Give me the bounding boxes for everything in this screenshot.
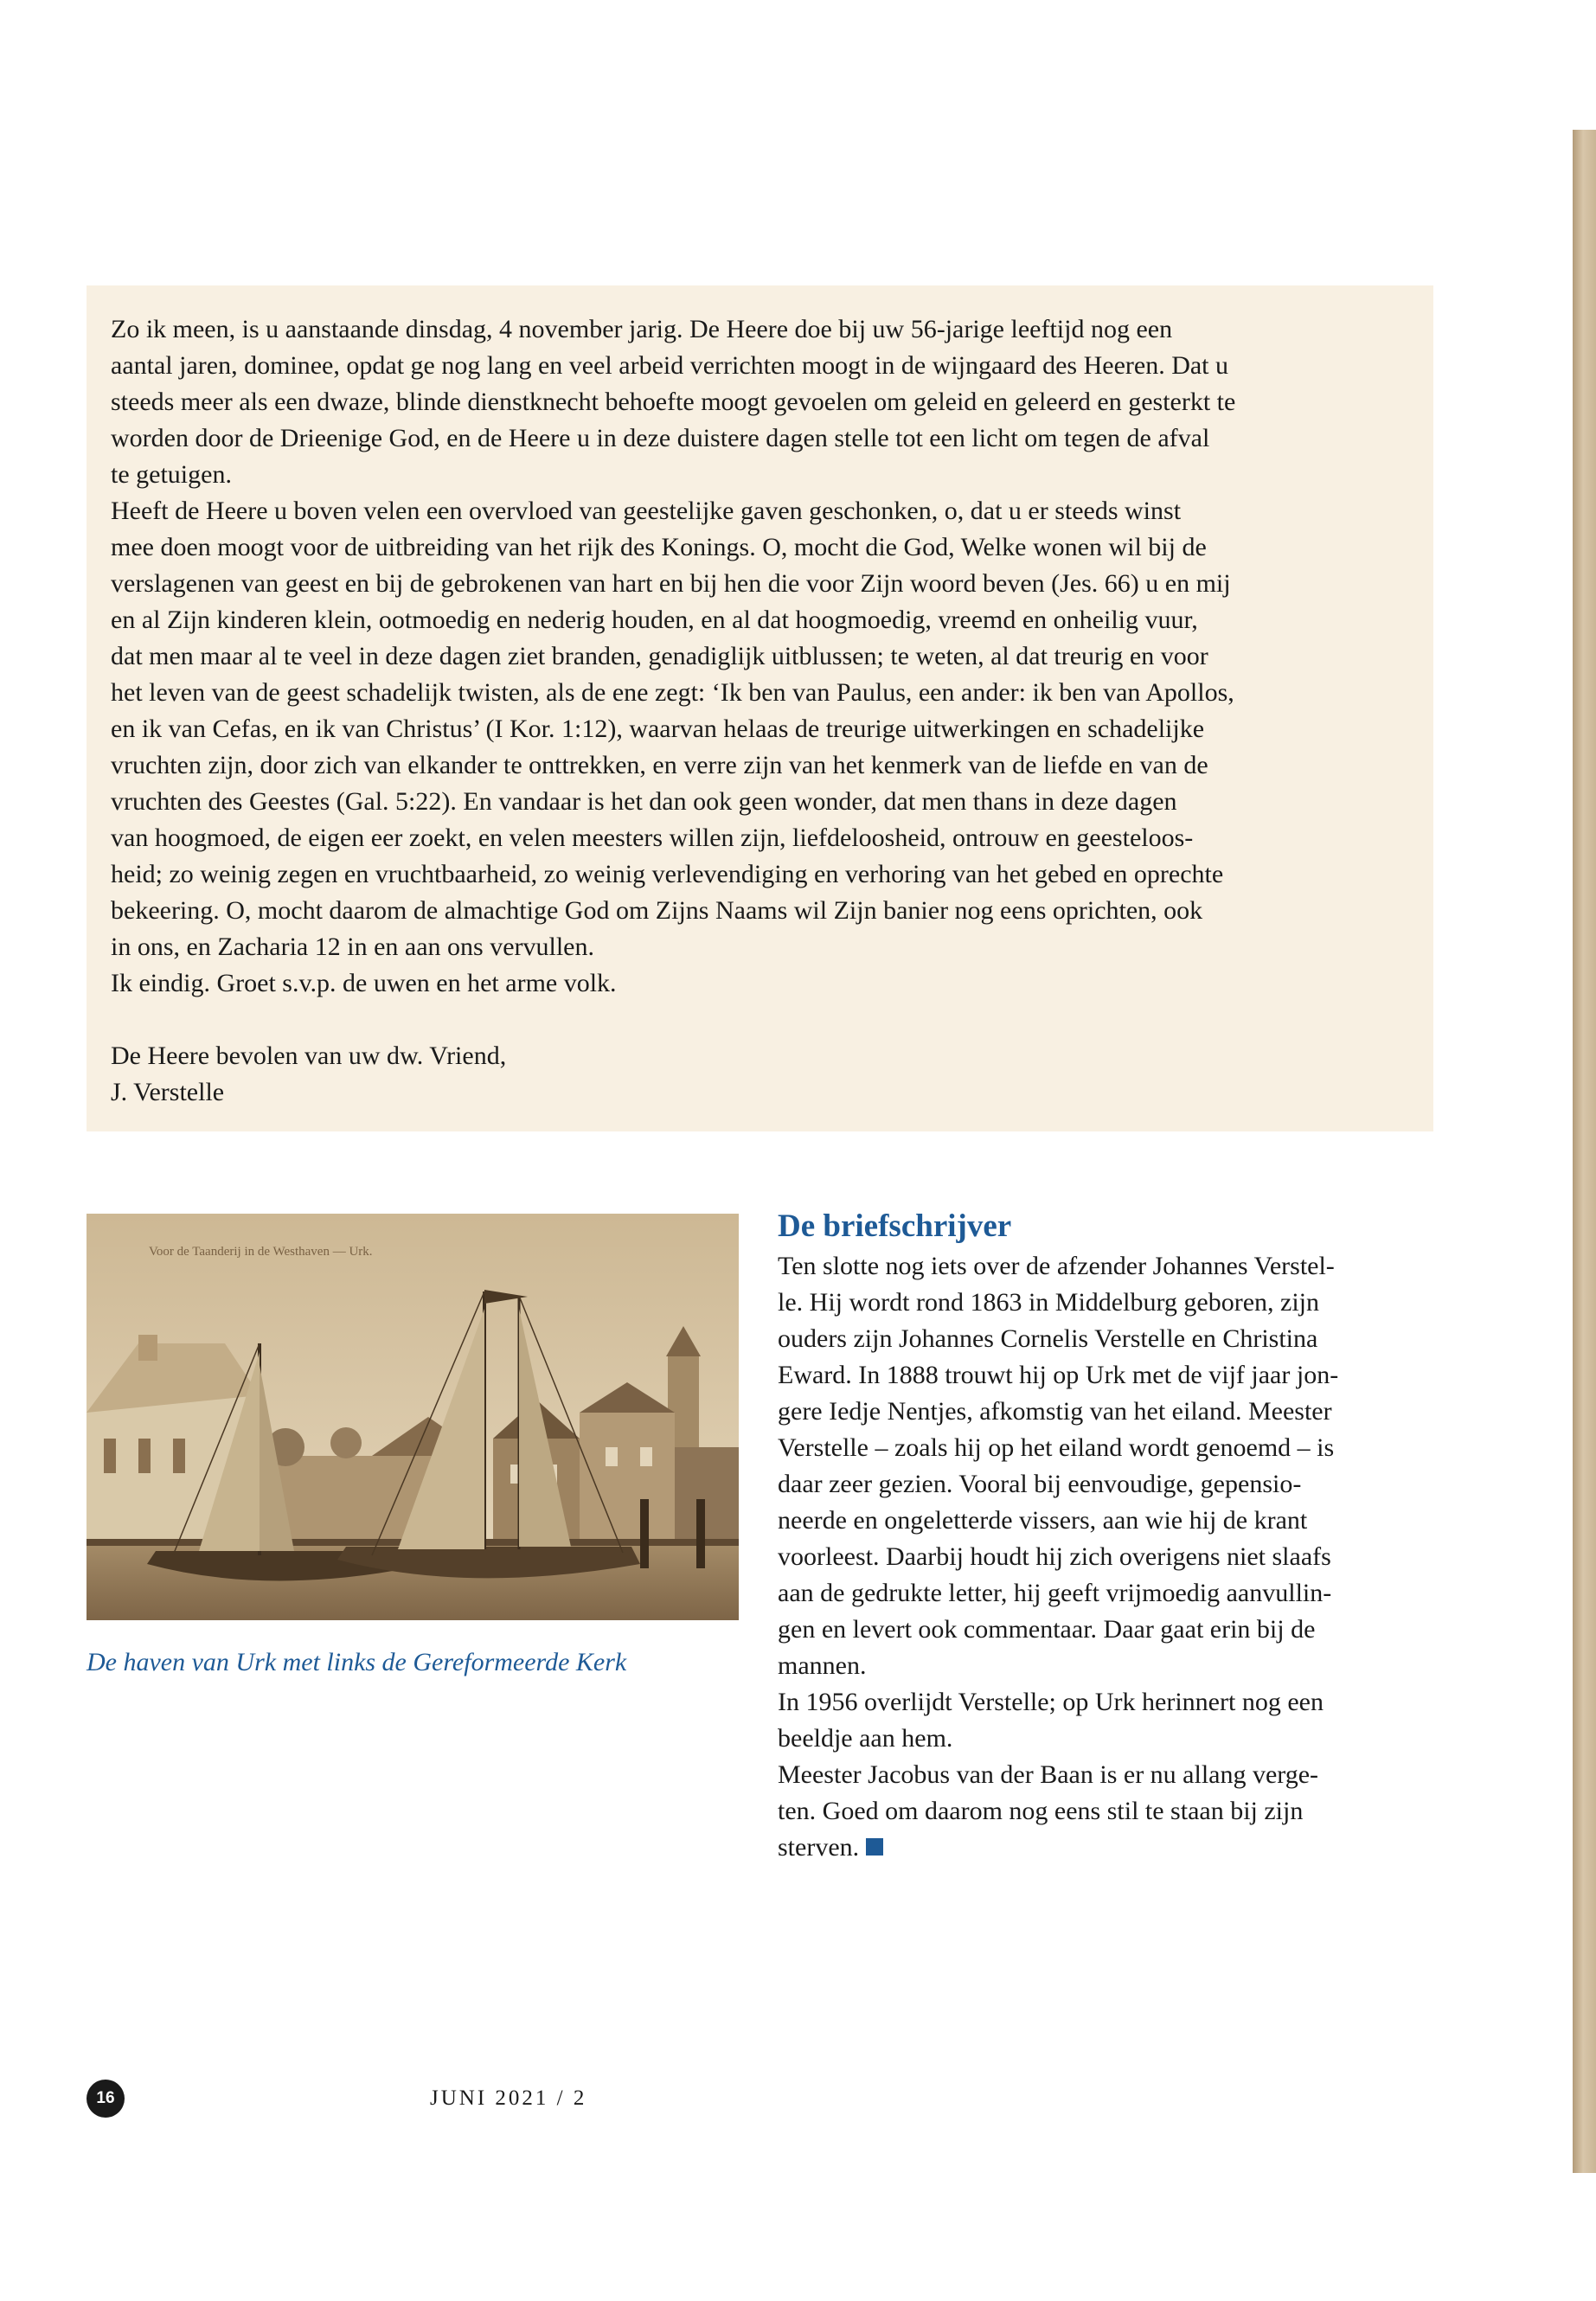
adjacent-page-edge — [1573, 130, 1596, 2173]
article-paragraph-3: Meester Jacobus van der Baan is er nu allang verge- ten. Goed om daarom nog eens stil te staan bij zijn sterven. — [778, 1760, 1319, 1862]
harbour-photo — [87, 1214, 739, 1620]
postcard-title: Voor de Taanderij in de Westhaven — Urk. — [149, 1245, 373, 1259]
letter-paragraph-2: Heeft de Heere u boven velen een overvloed van geestelijke gaven geschonken, o, dat u er steeds winst mee doen moogt voor de uitbreiding van het rijk des Konings. O, mocht die God, Welke wonen wil bij de verslagenen van geest en bij de gebrokenen van hart en bij hen die voor Zijn woord beven (Jes. 66) u en mij en al Zijn kinderen klein, ootmoedig en nederig houden, en al dat hoogmoedig, vreemd en onheilig vuur, dat men maar al te veel in deze dagen ziet branden, genadiglijk uitblussen; te weten, al dat treurig en voor het leven van de geest schadelijk twisten, als de ene zegt: ‘Ik ben van Paulus, een ander: ik ben van Apollos, en ik van Cefas, en ik van Christus’ (I Kor. 1:12), waarvan helaas de treurige uitwerkingen en schadelijke vruchten zijn, door zich van elkander te onttrekken, en verre zijn van het kenmerk van de liefde en van de vruchten des Geestes (Gal. 5:22). En vandaar is het dan ook geen wonder, dat men thans in deze dagen van hoogmoed, de eigen eer zoekt, en velen meesters willen zijn, liefdeloosheid, ontrouw en geesteloos- heid; zo weinig zegen en vruchtbaarheid, zo weinig verlevendiging en verhoring van het gebed en oprechte bekeering. O, mocht daarom de almachtige God om Zijns Naams wil Zijn banier nog eens oprichten, ook in ons, en Zacharia 12 in en aan ons vervullen. — [111, 497, 1234, 961]
letter-paragraph-3: Ik eindig. Groet s.v.p. de uwen en het arme volk. — [111, 969, 617, 997]
page-number: 16 — [87, 2080, 125, 2118]
article-paragraph-1: Ten slotte nog iets over de afzender Johannes Verstel- le. Hij wordt rond 1863 in Middelburg geboren, zijn ouders zijn Johannes Cornelis Verstelle en Christina Eward. In 1888 trouwt hij op Urk met de vijf jaar jon- gere Iedje Nentjes, afkomstig van het eiland. Meester Verstelle – zoals hij op het eiland wordt genoemd – is daar zeer gezien. Vooral bij eenvoudige, gepensio- neerde en ongeletterde vissers, aan wie hij de krant voorleest. Daarbij houdt hij zich overigens niet slaafs aan de gedrukte letter, hij geeft vrijmoedig aanvullin- gen en levert ook commentaar. Daar gaat erin bij de mannen. — [778, 1252, 1339, 1680]
letter-signature: J. Verstelle — [111, 1078, 225, 1106]
photo-caption: De haven van Urk met links de Gereformeerde Kerk — [87, 1648, 627, 1676]
article-heading: De briefschrijver — [778, 1208, 1012, 1244]
article-paragraph-2: In 1956 overlijdt Verstelle; op Urk herinnert nog een beeldje aan hem. — [778, 1688, 1324, 1753]
letter-closing: De Heere bevolen van uw dw. Vriend, — [111, 1042, 507, 1070]
end-square-icon — [866, 1838, 883, 1856]
issue-label: JUNI 2021 / 2 — [430, 2086, 587, 2110]
letter-box — [87, 285, 1433, 1131]
article-briefschrijver — [778, 1207, 1435, 1866]
article-paragraph-3-wrapper — [778, 1757, 1435, 1866]
letter-paragraph-1: Zo ik meen, is u aanstaande dinsdag, 4 november jarig. De Heere doe bij uw 56-jarige leeftijd nog een aantal jaren, dominee, opdat ge nog lang en veel arbeid verrichten moogt in de wijngaard des Heeren. Dat u steeds meer als een dwaze, blinde dienstknecht behoefte moogt gevoelen om geleid en geleerd en gesterkt te worden door de Drieenige God, en de Heere u in deze duistere dagen stelle tot een licht om tegen de afval te getuigen. — [111, 315, 1236, 489]
